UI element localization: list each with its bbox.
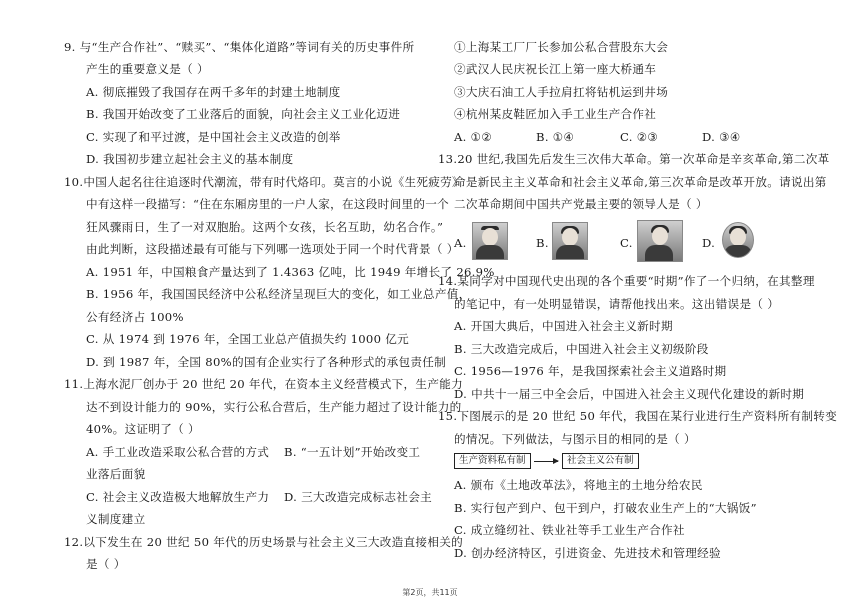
q10-option-d: D. 到 1987 年，全国 80%的国有企业实行了各种形式的承包责任制 xyxy=(86,355,447,369)
q11-option-d: D. 三大改造完成标志社会主 xyxy=(284,490,432,504)
q11-option-b: B. “一五计划”开始改变工 xyxy=(284,445,421,459)
q15-option-b: B. 实行包产到户、包干到户，打破农业生产上的“大锅饭” xyxy=(454,501,757,515)
q10-option-c: C. 从 1974 到 1976 年，全国工业总产值损失约 1000 亿元 xyxy=(86,332,410,346)
q9-option-d: D. 我国初步建立起社会主义的基本制度 xyxy=(86,152,294,166)
q13-option-b-label: B. xyxy=(536,236,549,250)
q9-stem-line-1: 9. 与“生产合作社”、“赎买”、“集体化道路”等词有关的历史事件所 xyxy=(64,40,415,54)
q11-stem-line-1: 11.上海水泥厂创办于 20 世纪 20 年代，在资本主义经营模式下，生产能力 xyxy=(64,377,464,391)
q12-option-b: B. ①④ xyxy=(536,130,575,144)
q11-option-b-cont: 业落后面貌 xyxy=(86,467,146,481)
portrait-c-image xyxy=(637,220,683,262)
diagram-from-box: 生产资料私有制 xyxy=(454,453,531,469)
q14-option-b: B. 三大改造完成后，中国进入社会主义初级阶段 xyxy=(454,342,709,356)
portrait-d-image xyxy=(722,222,754,258)
q14-stem-line-1: 14.某同学对中国现代史出现的各个重要“时期”作了一个归纳，在其整理 xyxy=(438,274,815,288)
q11-option-c: C. 社会主义改造极大地解放生产力 xyxy=(86,490,270,504)
q13-stem-line-1: 13.20 世纪,我国先后发生三次伟大革命。第一次革命是辛亥革命,第二次革 xyxy=(438,152,830,166)
portrait-a-image xyxy=(472,222,508,260)
q9-option-c: C. 实现了和平过渡，是中国社会主义改造的创举 xyxy=(86,130,341,144)
q12-stem-line-1: 12.以下发生在 20 世纪 50 年代的历史场景与社会主义三大改造直接相关的 xyxy=(64,535,464,549)
q10-stem-line-1: 10.中国人起名往往追逐时代潮流，带有时代烙印。莫言的小说《生死疲劳》 xyxy=(64,175,464,189)
q14-option-c: C. 1956—1976 年，是我国探索社会主义道路时期 xyxy=(454,364,727,378)
page-footer: 第2页，共11页 xyxy=(402,588,458,597)
q15-option-a: A. 颁布《土地改革法》，将地主的土地分给农民 xyxy=(454,478,703,492)
q15-option-d: D. 创办经济特区，引进资金、先进技术和管理经验 xyxy=(454,546,721,560)
q10-stem-line-3: 狂风骤雨日，生了一对双胞胎。这两个女孩，长名互助，幼名合作。” xyxy=(86,220,444,234)
q12-item-2: ②武汉人民庆祝长江上第一座大桥通车 xyxy=(454,62,657,76)
q12-item-4: ④杭州某皮鞋匠加入手工业生产合作社 xyxy=(454,107,657,121)
q12-option-c: C. ②③ xyxy=(620,130,659,144)
q11-option-d-cont: 义制度建立 xyxy=(86,512,146,526)
q14-option-a: A. 开国大典后，中国进入社会主义新时期 xyxy=(454,319,673,333)
q10-option-b: B. 1956 年，我国国民经济中公私经济呈现巨大的变化，如工业总产值， xyxy=(86,287,471,301)
q15-option-c: C. 成立缝纫社、铁业社等手工业生产合作社 xyxy=(454,523,685,537)
q14-stem-line-2: 的笔记中，有一处明显错误，请帮他找出来。这出错误是（ ） xyxy=(454,297,780,311)
q9-option-b: B. 我国开始改变了工业落后的面貌，向社会主义工业化迈进 xyxy=(86,107,401,121)
q15-stem-line-1: 15.下图展示的是 20 世纪 50 年代，我国在某行业进行生产资料所有制转变 xyxy=(438,409,838,423)
q12-item-1: ①上海某工厂厂长参加公私合营股东大会 xyxy=(454,40,669,54)
q12-item-3: ③大庆石油工人手拉肩扛将钻机运到井场 xyxy=(454,85,669,99)
q12-option-d: D. ③④ xyxy=(702,130,741,144)
q13-stem-line-2: 命是新民主主义革命和社会主义革命,第三次革命是改革开放。请说出第 xyxy=(454,175,827,189)
q11-stem-line-3: 40%。这证明了（ ） xyxy=(86,422,200,436)
q10-option-b-cont: 公有经济占 100% xyxy=(86,310,184,324)
q12-stem-line-2: 是（ ） xyxy=(86,557,126,571)
q10-stem-line-4: 由此判断，这段描述最有可能与下列哪一选项处于同一个时代背景（ ） xyxy=(86,242,459,256)
q11-option-a: A. 手工业改造采取公私合营的方式 xyxy=(86,445,270,459)
q11-stem-line-2: 达不到设计能力的 90%，实行公私合营后，生产能力超过了设计能力的 xyxy=(86,400,462,414)
q9-stem-line-2: 产生的重要意义是（ ） xyxy=(86,62,209,76)
q9-option-a: A. 彻底摧毁了我国存在两千多年的封建土地制度 xyxy=(86,85,341,99)
q10-stem-line-2: 中有这样一段描写：“住在东厢房里的一户人家，在这段时间里的一个 xyxy=(86,197,450,211)
diagram-arrow xyxy=(534,461,558,462)
q13-stem-line-3: 二次革命期间中国共产党最主要的领导人是（ ） xyxy=(454,197,708,211)
q10-option-a: A. 1951 年，中国粮食产量达到了 1.4363 亿吨，比 1949 年增长了 26.9% xyxy=(86,265,495,279)
q15-stem-line-2: 的情况。下列做法，与图示目的相同的是（ ） xyxy=(454,432,696,446)
q12-option-a: A. ①② xyxy=(454,130,493,144)
q13-option-d-label: D. xyxy=(702,236,716,250)
q13-option-a-label: A. xyxy=(454,236,467,250)
q13-option-c-label: C. xyxy=(620,236,633,250)
portrait-b-image xyxy=(552,222,588,260)
diagram-to-box: 社会主义公有制 xyxy=(562,453,639,469)
q14-option-d: D. 中共十一届三中全会后，中国进入社会主义现代化建设的新时期 xyxy=(454,387,805,401)
